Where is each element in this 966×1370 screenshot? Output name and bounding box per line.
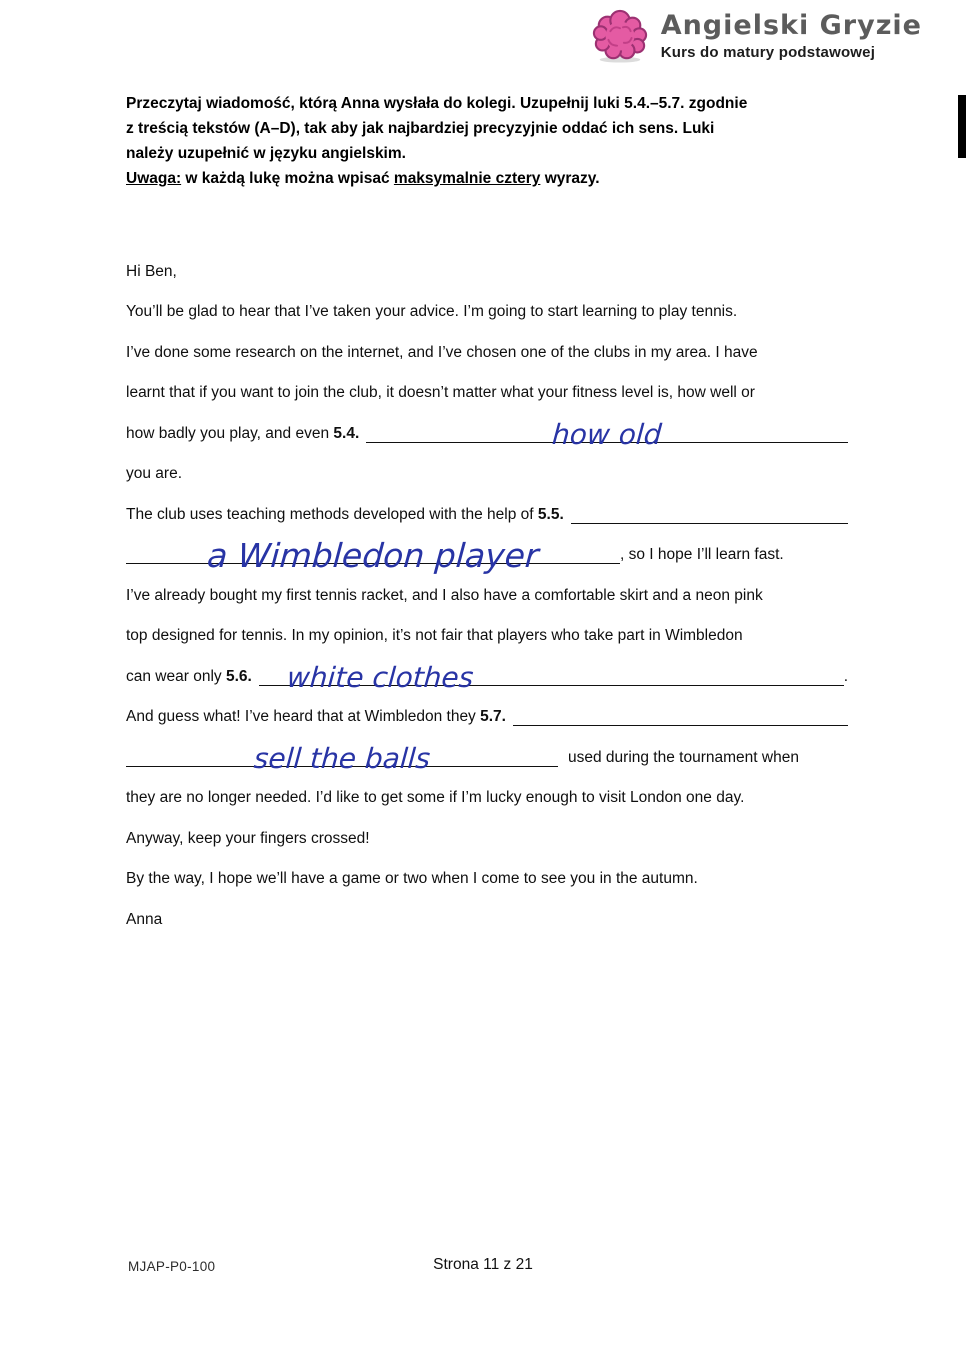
- letter-text: learnt that if you want to join the club, it doesn’t matter what your fitness level is, how well or: [126, 384, 755, 401]
- handwritten-answer-5-7: sell the balls: [252, 741, 432, 775]
- letter-text: I’ve already bought my first tennis racket, and I also have a comfortable skirt and a neon pink: [126, 586, 763, 604]
- answer-blank-5-7-part2: [126, 741, 558, 775]
- brand-logo: [591, 8, 922, 64]
- exam-sheet-code: MJAP-P0-100: [128, 1259, 216, 1274]
- gap-number-5-7: 5.7.: [480, 708, 506, 725]
- letter-line-signature: [126, 888, 848, 929]
- letter-text: top designed for tennis. In my opinion, it’s not fair that players who take part in Wimbledon: [126, 627, 743, 644]
- letter-line-gap-5-5: [126, 483, 848, 524]
- letter-line: [126, 321, 848, 362]
- letter-text: The club uses teaching methods developed with the help of: [126, 505, 538, 523]
- letter-text: you are.: [126, 465, 183, 482]
- instruction-line: należy uzupełnić w języku angielskim.: [126, 145, 406, 162]
- letter-text: can wear only: [126, 667, 226, 685]
- letter-line: [126, 281, 848, 322]
- letter-line-gap-5-5-continued: [126, 524, 848, 575]
- page-number: Strona 11 z 21: [433, 1256, 533, 1273]
- letter-line-greeting: [126, 240, 848, 281]
- letter-text: how badly you play, and even: [126, 424, 334, 442]
- note-text: w każdą lukę można wpisać: [181, 170, 394, 187]
- gap-number-5-4: 5.4.: [333, 424, 360, 442]
- letter-signature: Anna: [126, 910, 163, 928]
- letter-line-gap-5-6: [126, 645, 848, 694]
- letter-line-gap-5-7-continued: [126, 726, 848, 775]
- brain-icon: [591, 8, 649, 64]
- letter-text: And guess what! I’ve heard that at Wimbledon they: [126, 708, 481, 725]
- letter-text: used during the tournament when: [568, 748, 799, 766]
- letter-body: [126, 240, 848, 929]
- instruction-line: z treścią tekstów (A–D), tak aby jak najbardziej precyzyjnie oddać ich sens. Luki: [126, 120, 715, 137]
- answer-blank-5-7-part1: [513, 704, 848, 726]
- gap-number-5-6: 5.6.: [225, 667, 252, 685]
- letter-line: [126, 362, 848, 403]
- instruction-note: [126, 166, 871, 191]
- letter-line-gap-5-4: [126, 402, 848, 451]
- note-text: wyrazy.: [540, 170, 600, 187]
- letter-line: [126, 807, 848, 848]
- letter-text: .: [843, 667, 848, 685]
- letter-line: [126, 848, 848, 889]
- handwritten-answer-5-6: white clothes: [285, 660, 475, 694]
- brand-title: Angielski Gryzie: [660, 10, 922, 42]
- letter-line: [126, 605, 848, 646]
- letter-text: , so I hope I’ll learn fast.: [620, 546, 784, 563]
- scan-artifact-bar: [958, 95, 966, 158]
- note-underlined-limit: maksymalnie cztery: [393, 170, 541, 187]
- instruction-line: Przeczytaj wiadomość, którą Anna wysłała do kolegi. Uzupełnij luki 5.4.–5.7. zgodnie: [126, 95, 748, 112]
- letter-text: I’ve done some research on the internet, and I’ve chosen one of the clubs in my area. I have: [126, 343, 758, 361]
- brand-text: [661, 11, 922, 61]
- letter-text: they are no longer needed. I’d like to get some if I’m lucky enough to visit London one day.: [126, 789, 745, 806]
- answer-blank-5-5-part2: [126, 536, 620, 575]
- answer-blank-5-4: [366, 417, 848, 451]
- answer-blank-5-5-part1: [571, 502, 848, 524]
- task-instructions: [126, 91, 871, 191]
- note-underlined-word: Uwaga:: [126, 170, 182, 187]
- letter-text: By the way, I hope we’ll have a game or two when I come to see you in the autumn.: [126, 870, 698, 887]
- letter-text: You’ll be glad to hear that I’ve taken your advice. I’m going to start learning to play tennis.: [126, 303, 738, 320]
- letter-text: Anyway, keep your fingers crossed!: [126, 829, 370, 847]
- brand-subtitle: Kurs do matury podstawowej: [660, 43, 876, 61]
- gap-number-5-5: 5.5.: [537, 505, 564, 523]
- answer-blank-5-6: [259, 660, 844, 694]
- handwritten-answer-5-4: how old: [551, 417, 664, 451]
- handwritten-answer-5-5: a Wimbledon player: [205, 536, 541, 575]
- letter-text: Hi Ben,: [126, 262, 177, 280]
